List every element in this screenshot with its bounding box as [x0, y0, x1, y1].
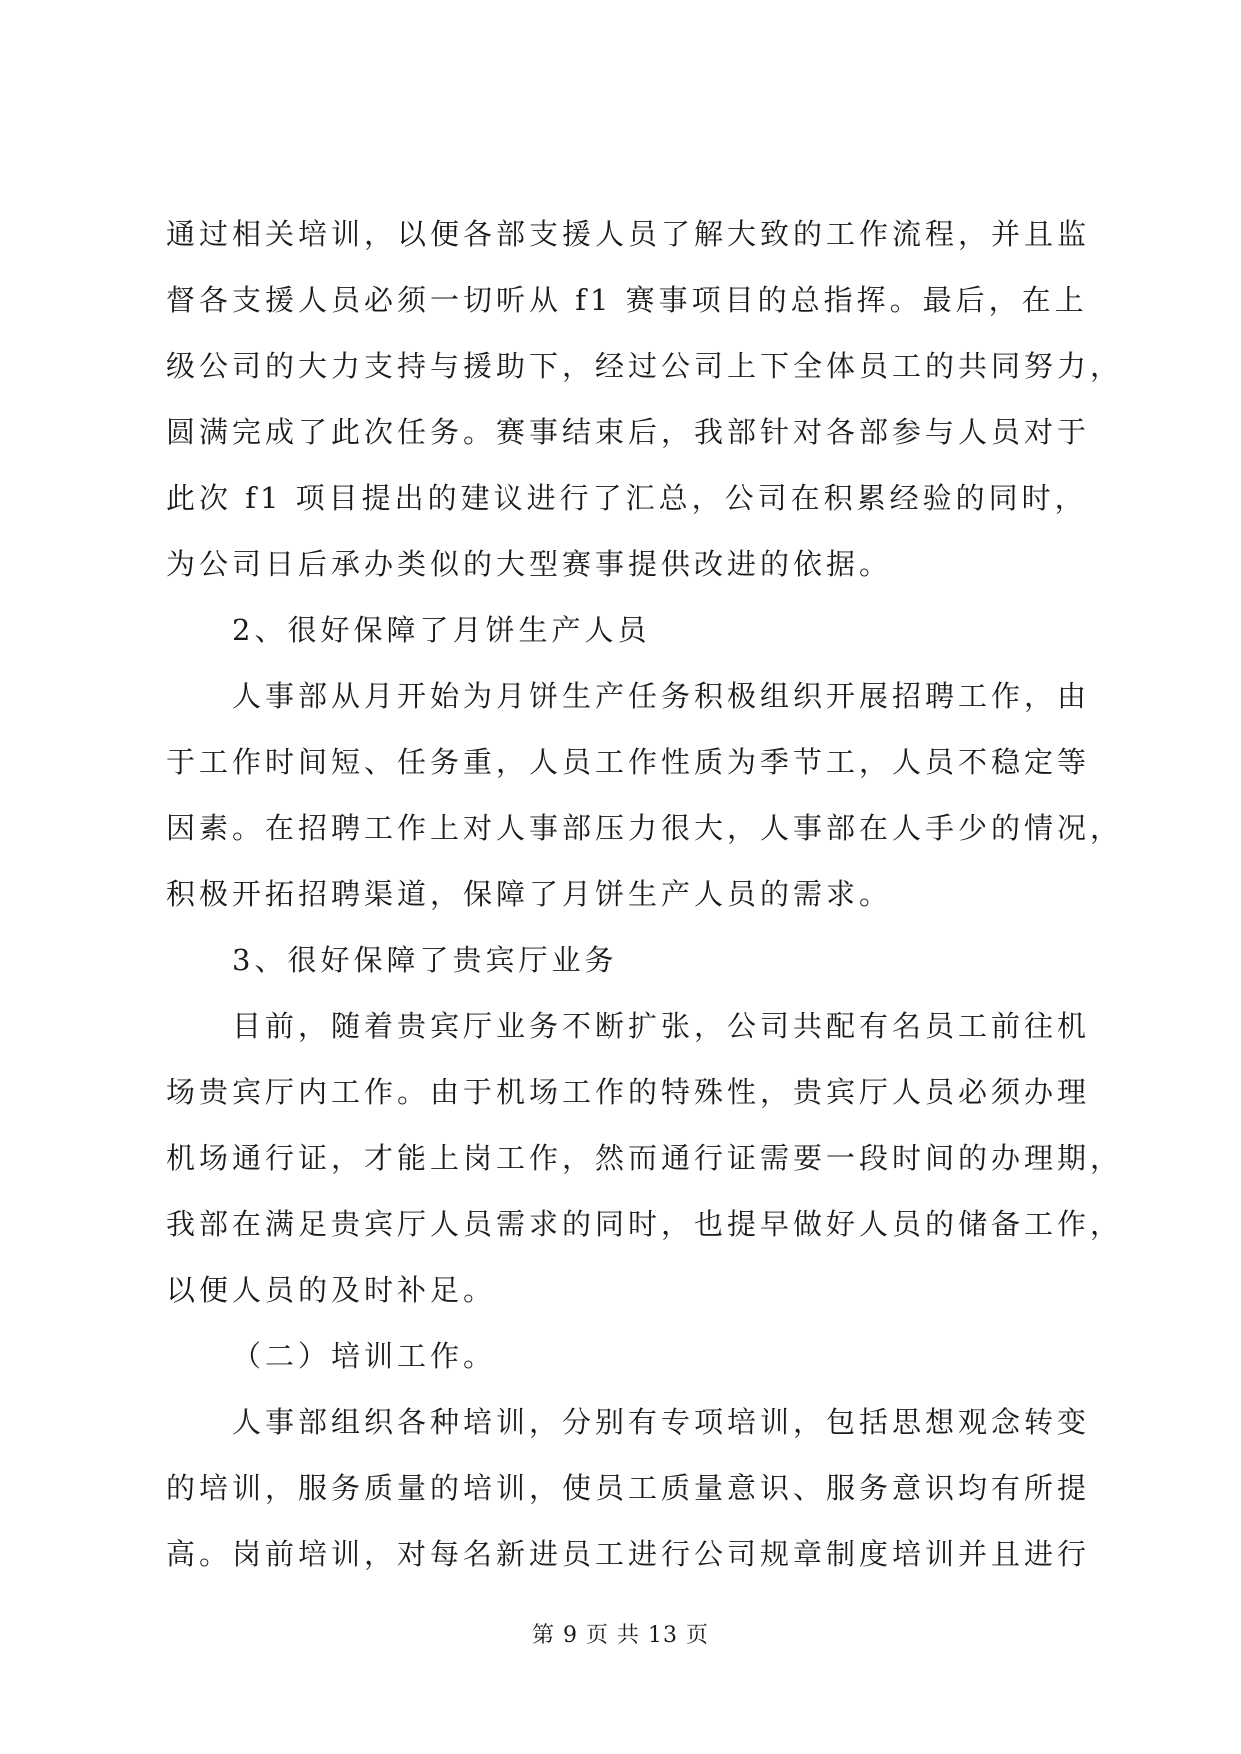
paragraph-line: 督各支援人员必须一切听从 f1 赛事项目的总指挥。最后，在上 — [166, 283, 1088, 317]
paragraph-line: 我部在满足贵宾厅人员需求的同时，也提早做好人员的储备工作， — [166, 1207, 1124, 1241]
paragraph-line: 通过相关培训，以便各部支援人员了解大致的工作流程，并且监 — [166, 217, 1091, 251]
paragraph-line: 此次 f1 项目提出的建议进行了汇总，公司在积累经验的同时， — [166, 481, 1088, 515]
section-heading: 3、很好保障了贵宾厅业务 — [232, 943, 618, 977]
paragraph-line: 于工作时间短、任务重，人员工作性质为季节工，人员不稳定等 — [166, 745, 1091, 779]
paragraph-line: 机场通行证，才能上岗工作，然而通行证需要一段时间的办理期， — [166, 1141, 1124, 1175]
page-number-footer: 第 9 页 共 13 页 — [532, 1623, 709, 1648]
paragraph-line: 高。岗前培训，对每名新进员工进行公司规章制度培训并且进行 — [166, 1537, 1091, 1571]
section-heading: （二）培训工作。 — [232, 1339, 497, 1373]
paragraph-line: 为公司日后承办类似的大型赛事提供改进的依据。 — [166, 547, 893, 581]
paragraph-line: 人事部组织各种培训，分别有专项培训，包括思想观念转变 — [232, 1405, 1091, 1439]
section-heading: 2、很好保障了月饼生产人员 — [232, 613, 651, 647]
paragraph-line: 人事部从月开始为月饼生产任务积极组织开展招聘工作，由 — [232, 679, 1091, 713]
paragraph-line: 的培训，服务质量的培训，使员工质量意识、服务意识均有所提 — [166, 1471, 1091, 1505]
paragraph-line: 级公司的大力支持与援助下，经过公司上下全体员工的共同努力， — [166, 349, 1124, 383]
paragraph-line: 圆满完成了此次任务。赛事结束后，我部针对各部参与人员对于 — [166, 415, 1091, 449]
paragraph-line: 目前，随着贵宾厅业务不断扩张，公司共配有名员工前往机 — [232, 1009, 1091, 1043]
paragraph-line: 积极开拓招聘渠道，保障了月饼生产人员的需求。 — [166, 877, 893, 911]
paragraph-line: 因素。在招聘工作上对人事部压力很大，人事部在人手少的情况， — [166, 811, 1124, 845]
paragraph-line: 以便人员的及时补足。 — [166, 1273, 497, 1307]
paragraph-line: 场贵宾厅内工作。由于机场工作的特殊性，贵宾厅人员必须办理 — [166, 1075, 1091, 1109]
